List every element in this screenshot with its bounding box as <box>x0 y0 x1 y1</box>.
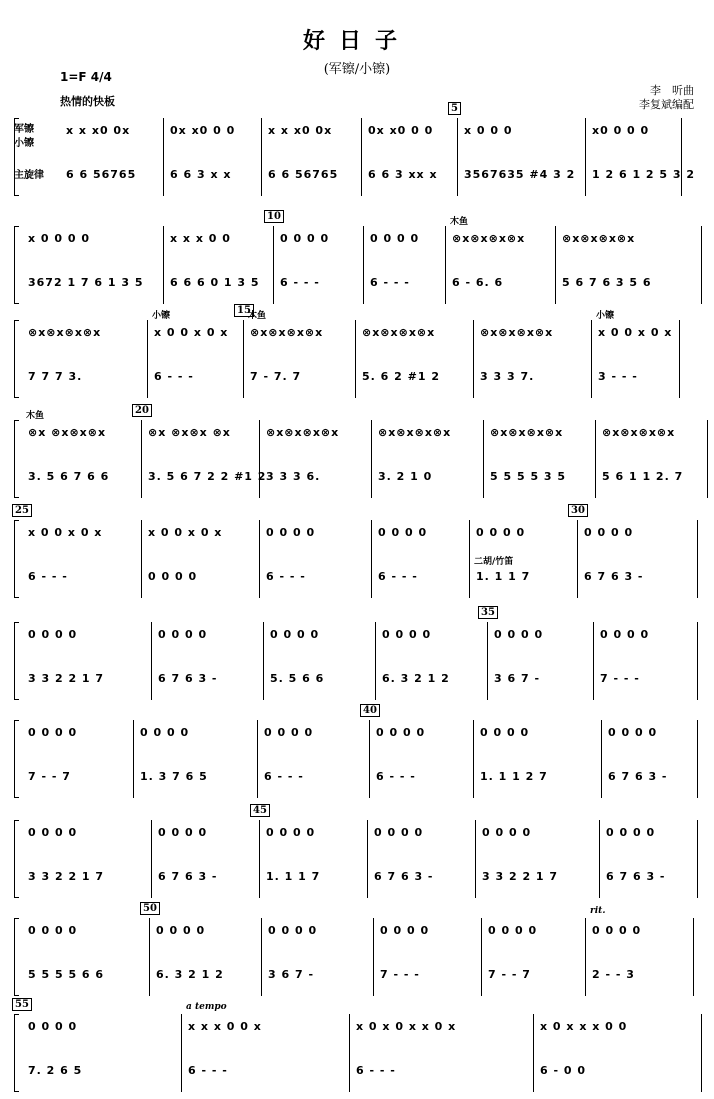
measure <box>470 520 578 598</box>
percussion-notation: 0 0 0 0 <box>156 924 206 937</box>
percussion-notation: 0 0 0 0 <box>488 924 538 937</box>
percussion-notation: x x x 0 0 x <box>188 1020 262 1033</box>
melody-notation: 6 6 56765 <box>268 168 339 181</box>
part-label-melody: 主旋律 <box>14 170 44 181</box>
measure <box>267 211 364 304</box>
measure <box>22 411 142 498</box>
part-label-top2: 小镲 <box>14 138 34 149</box>
system-brace <box>14 1014 19 1092</box>
system-brace <box>14 820 19 898</box>
melody-notation: 1. 1 1 7 <box>266 870 321 883</box>
percussion-notation: 0 0 0 0 <box>266 826 316 839</box>
system-brace <box>14 918 19 996</box>
melody-notation: 6 - - - <box>370 276 410 289</box>
measure <box>362 118 458 196</box>
melody-notation: 6 7 6 3 - <box>608 770 668 783</box>
measure <box>262 118 362 196</box>
score-system <box>14 305 700 398</box>
melody-notation: 5 6 7 6 3 5 6 <box>562 276 652 289</box>
measure <box>260 520 372 598</box>
score-system <box>14 211 700 304</box>
melody-notation: 5. 5 6 6 <box>270 672 325 685</box>
percussion-notation: 0 0 0 0 <box>382 628 432 641</box>
melody-notation: 3672 1 7 6 1 3 5 <box>28 276 144 289</box>
melody-notation: 6 - - - <box>188 1064 228 1077</box>
melody-notation: 3 3 2 2 1 7 <box>482 870 559 883</box>
measure-number: 15 <box>234 304 254 317</box>
performance-marking: 木鱼 <box>248 311 267 321</box>
performance-marking: 小镲 <box>152 311 171 321</box>
measure <box>237 305 356 398</box>
performance-marking: a tempo <box>186 1002 227 1012</box>
measure <box>600 820 698 898</box>
percussion-notation: 0 0 0 0 <box>158 826 208 839</box>
percussion-notation: ⊗x⊗x⊗x⊗x <box>378 426 452 439</box>
score-system <box>14 607 700 700</box>
score-system <box>14 805 700 898</box>
measure <box>602 720 698 798</box>
melody-notation: 6 6 3 xx x <box>368 168 438 181</box>
tempo-marking: 热情的快板 <box>60 95 115 108</box>
melody-notation: 7 7 7 3. <box>28 370 83 383</box>
melody-notation: 6 6 6 0 1 3 5 <box>170 276 260 289</box>
percussion-notation: x 0 0 x 0 x <box>154 326 229 339</box>
percussion-notation: 0 0 0 0 <box>592 924 642 937</box>
measure <box>22 720 134 798</box>
measure-number: 35 <box>478 606 498 619</box>
percussion-notation: ⊗x⊗x⊗x⊗x <box>490 426 564 439</box>
percussion-notation: 0 0 0 0 <box>600 628 650 641</box>
measure <box>258 720 370 798</box>
measure <box>134 720 258 798</box>
measure <box>22 320 148 398</box>
melody-notation: 3567635 #4 3 2 <box>464 168 576 181</box>
percussion-notation: 0 0 0 0 <box>266 526 316 539</box>
score-system <box>14 505 700 598</box>
melody-notation: 7 - - 7 <box>28 770 71 783</box>
measure <box>596 420 708 498</box>
melody-notation: 6 6 3 x x <box>170 168 232 181</box>
percussion-notation: ⊗x⊗x⊗x⊗x <box>28 326 102 339</box>
percussion-notation: x 0 0 x 0 x <box>598 326 673 339</box>
score-subtitle: (军镲/小镲) <box>323 62 391 77</box>
measure <box>374 918 482 996</box>
composer-credit: 李 听曲 <box>650 84 694 97</box>
percussion-notation: x0 0 0 0 <box>592 124 650 137</box>
melody-notation: 3. 5 6 7 2 2 #1 2 <box>148 470 267 483</box>
measure <box>482 918 586 996</box>
measure-number: 50 <box>140 902 160 915</box>
percussion-notation: x 0 x x x 0 0 <box>540 1020 628 1033</box>
measure <box>363 705 474 798</box>
measure-number: 5 <box>448 102 461 115</box>
melody-notation: 3 3 3 6. <box>266 470 321 483</box>
melody-notation: 3 3 2 2 1 7 <box>28 870 105 883</box>
measure <box>481 607 594 700</box>
melody-notation: 6 - - - <box>154 370 194 383</box>
measure <box>372 520 470 598</box>
measure <box>143 903 262 996</box>
measure-number: 25 <box>12 504 32 517</box>
melody-notation: 6 - - - <box>280 276 320 289</box>
melody-notation: 5 6 1 1 2. 7 <box>602 470 684 483</box>
melody-notation: 3 3 2 2 1 7 <box>28 672 105 685</box>
measure <box>476 820 600 898</box>
percussion-notation: ⊗x⊗x⊗x⊗x <box>266 426 340 439</box>
measure <box>135 405 267 498</box>
percussion-notation: ⊗x⊗x⊗x⊗x <box>452 232 526 245</box>
measure <box>350 1014 534 1092</box>
performance-marking: 木鱼 <box>26 411 45 421</box>
percussion-notation: ⊗x⊗x⊗x⊗x <box>602 426 676 439</box>
percussion-notation: 0 0 0 0 <box>476 526 526 539</box>
percussion-notation: 0 0 0 0 <box>482 826 532 839</box>
melody-notation: 3 - - - <box>598 370 638 383</box>
melody-notation: 6 7 6 3 - <box>158 672 218 685</box>
percussion-notation: x 0 0 0 0 <box>28 232 91 245</box>
melody-notation: 6 - - - <box>378 570 418 583</box>
percussion-notation: 0 0 0 0 <box>376 726 426 739</box>
measure <box>264 622 376 700</box>
percussion-notation: 0 0 0 0 <box>158 628 208 641</box>
measure <box>164 226 274 304</box>
percussion-notation: 0 0 0 0 <box>28 924 78 937</box>
percussion-notation: x x x0 0x <box>66 124 131 137</box>
performance-marking: 二胡/竹笛 <box>474 557 514 567</box>
melody-notation: 6 - - - <box>28 570 68 583</box>
percussion-notation: x x x 0 0 <box>170 232 231 245</box>
percussion-notation: 0x x0 0 0 <box>170 124 236 137</box>
melody-notation: 6 6 56765 <box>66 168 137 181</box>
percussion-notation: 0 0 0 0 <box>264 726 314 739</box>
melody-notation: 7 - - - <box>600 672 640 685</box>
score-system <box>14 705 700 798</box>
performance-marking: 小镲 <box>596 311 615 321</box>
melody-notation: 3 6 7 - <box>494 672 541 685</box>
measure <box>262 918 374 996</box>
measure <box>253 805 368 898</box>
measure <box>484 420 596 498</box>
melody-notation: 6 7 6 3 - <box>584 570 644 583</box>
percussion-notation: x 0 0 x 0 x <box>148 526 223 539</box>
percussion-notation: ⊗x⊗x⊗x⊗x <box>362 326 436 339</box>
melody-notation: 6 - 6. 6 <box>452 276 504 289</box>
percussion-notation: 0 0 0 0 <box>28 826 78 839</box>
measure <box>451 103 586 196</box>
measure <box>22 226 164 304</box>
measure <box>22 622 152 700</box>
percussion-notation: 0 0 0 0 <box>480 726 530 739</box>
measure <box>592 311 680 398</box>
measure <box>446 217 556 304</box>
measure-number: 20 <box>132 404 152 417</box>
melody-notation: 6 - - - <box>376 770 416 783</box>
percussion-notation: 0 0 0 0 <box>268 924 318 937</box>
melody-notation: 7 - 7. 7 <box>250 370 302 383</box>
melody-notation: 1. 1 1 2 7 <box>480 770 548 783</box>
melody-notation: 3 6 7 - <box>268 968 315 981</box>
melody-notation: 6 - - - <box>356 1064 396 1077</box>
melody-notation: 3 3 3 7. <box>480 370 535 383</box>
measure <box>182 1002 350 1092</box>
system-brace <box>14 622 19 700</box>
measure <box>586 118 696 196</box>
melody-notation: 7. 2 6 5 <box>28 1064 83 1077</box>
melody-notation: 6 - 0 0 <box>540 1064 587 1077</box>
measure-number: 10 <box>264 210 284 223</box>
percussion-notation: 0 0 0 0 <box>28 628 78 641</box>
measure <box>22 820 152 898</box>
percussion-notation: ⊗x⊗x⊗x⊗x <box>480 326 554 339</box>
melody-notation: 5. 6 2 #1 2 <box>362 370 440 383</box>
measure <box>376 622 488 700</box>
melody-notation: 0 0 0 0 <box>148 570 198 583</box>
measure <box>152 622 264 700</box>
percussion-notation: ⊗x ⊗x⊗x⊗x <box>28 426 107 439</box>
system-brace <box>14 226 19 304</box>
measure-number: 30 <box>568 504 588 517</box>
percussion-notation: ⊗x⊗x⊗x⊗x <box>562 232 636 245</box>
measure <box>474 720 602 798</box>
melody-notation: 6 - - - <box>266 570 306 583</box>
melody-notation: 6 7 6 3 - <box>606 870 666 883</box>
performance-marking: 木鱼 <box>450 217 469 227</box>
system-brace <box>14 118 19 196</box>
measure <box>364 226 446 304</box>
score-system <box>14 903 700 996</box>
measure <box>164 118 262 196</box>
percussion-notation: x 0 0 x 0 x <box>28 526 103 539</box>
measure <box>15 505 142 598</box>
score-system <box>14 405 700 498</box>
percussion-notation: ⊗x⊗x⊗x⊗x <box>250 326 324 339</box>
measure <box>534 1014 702 1092</box>
percussion-notation: x 0 0 0 <box>464 124 513 137</box>
melody-notation: 1 2 6 1 2 5 3 2 <box>592 168 696 181</box>
measure <box>15 999 182 1092</box>
melody-notation: 7 - - - <box>380 968 420 981</box>
score-title: 好日子 <box>302 28 411 54</box>
melody-notation: 5 5 5 5 3 5 <box>490 470 567 483</box>
percussion-notation: 0x x0 0 0 <box>368 124 434 137</box>
melody-notation: 1. 3 7 6 5 <box>140 770 208 783</box>
performance-marking: rit. <box>590 906 606 916</box>
percussion-notation: 0 0 0 0 <box>28 726 78 739</box>
measure-number: 55 <box>12 998 32 1011</box>
percussion-notation: 0 0 0 0 <box>584 526 634 539</box>
measure <box>474 320 592 398</box>
percussion-notation: 0 0 0 0 <box>280 232 330 245</box>
measure <box>556 226 702 304</box>
percussion-notation: 0 0 0 0 <box>380 924 430 937</box>
system-brace <box>14 320 19 398</box>
percussion-notation: x 0 x 0 x x 0 x <box>356 1020 457 1033</box>
measure <box>152 820 260 898</box>
measure <box>356 320 474 398</box>
percussion-notation: 0 0 0 0 <box>606 826 656 839</box>
system-brace <box>14 420 19 498</box>
percussion-notation: 0 0 0 0 <box>140 726 190 739</box>
percussion-notation: 0 0 0 0 <box>28 1020 78 1033</box>
percussion-notation: 0 0 0 0 <box>608 726 658 739</box>
measure-number: 40 <box>360 704 380 717</box>
melody-notation: 6. 3 2 1 2 <box>156 968 224 981</box>
percussion-notation: 0 0 0 0 <box>494 628 544 641</box>
measure <box>260 420 372 498</box>
melody-notation: 6 - - - <box>264 770 304 783</box>
melody-notation: 6 7 6 3 - <box>158 870 218 883</box>
measure <box>372 420 484 498</box>
measure <box>586 906 694 996</box>
key-signature: 1=F 4/4 <box>60 70 112 84</box>
melody-notation: 7 - - 7 <box>488 968 531 981</box>
melody-notation: 2 - - 3 <box>592 968 635 981</box>
arranger-credit: 李复斌编配 <box>639 98 694 111</box>
measure-number: 45 <box>250 804 270 817</box>
measure <box>148 311 244 398</box>
percussion-notation: 0 0 0 0 <box>270 628 320 641</box>
melody-notation: 6 7 6 3 - <box>374 870 434 883</box>
percussion-notation: ⊗x ⊗x⊗x ⊗x <box>148 426 231 439</box>
percussion-notation: 0 0 0 0 <box>374 826 424 839</box>
part-label-top: 军镲 <box>14 124 34 135</box>
system-brace <box>14 720 19 798</box>
melody-notation: 3. 2 1 0 <box>378 470 433 483</box>
system-brace <box>14 520 19 598</box>
melody-notation: 1. 1 1 7 <box>476 570 531 583</box>
melody-notation: 5 5 5 5 6 6 <box>28 968 105 981</box>
measure <box>60 118 164 196</box>
percussion-notation: 0 0 0 0 <box>378 526 428 539</box>
measure <box>22 918 150 996</box>
score-system <box>14 999 700 1092</box>
percussion-notation: 0 0 0 0 <box>370 232 420 245</box>
melody-notation: 6. 3 2 1 2 <box>382 672 450 685</box>
measure <box>571 505 698 598</box>
measure <box>594 622 698 700</box>
measure <box>368 820 476 898</box>
percussion-notation: x x x0 0x <box>268 124 333 137</box>
melody-notation: 3. 5 6 7 6 6 <box>28 470 110 483</box>
measure <box>142 520 260 598</box>
